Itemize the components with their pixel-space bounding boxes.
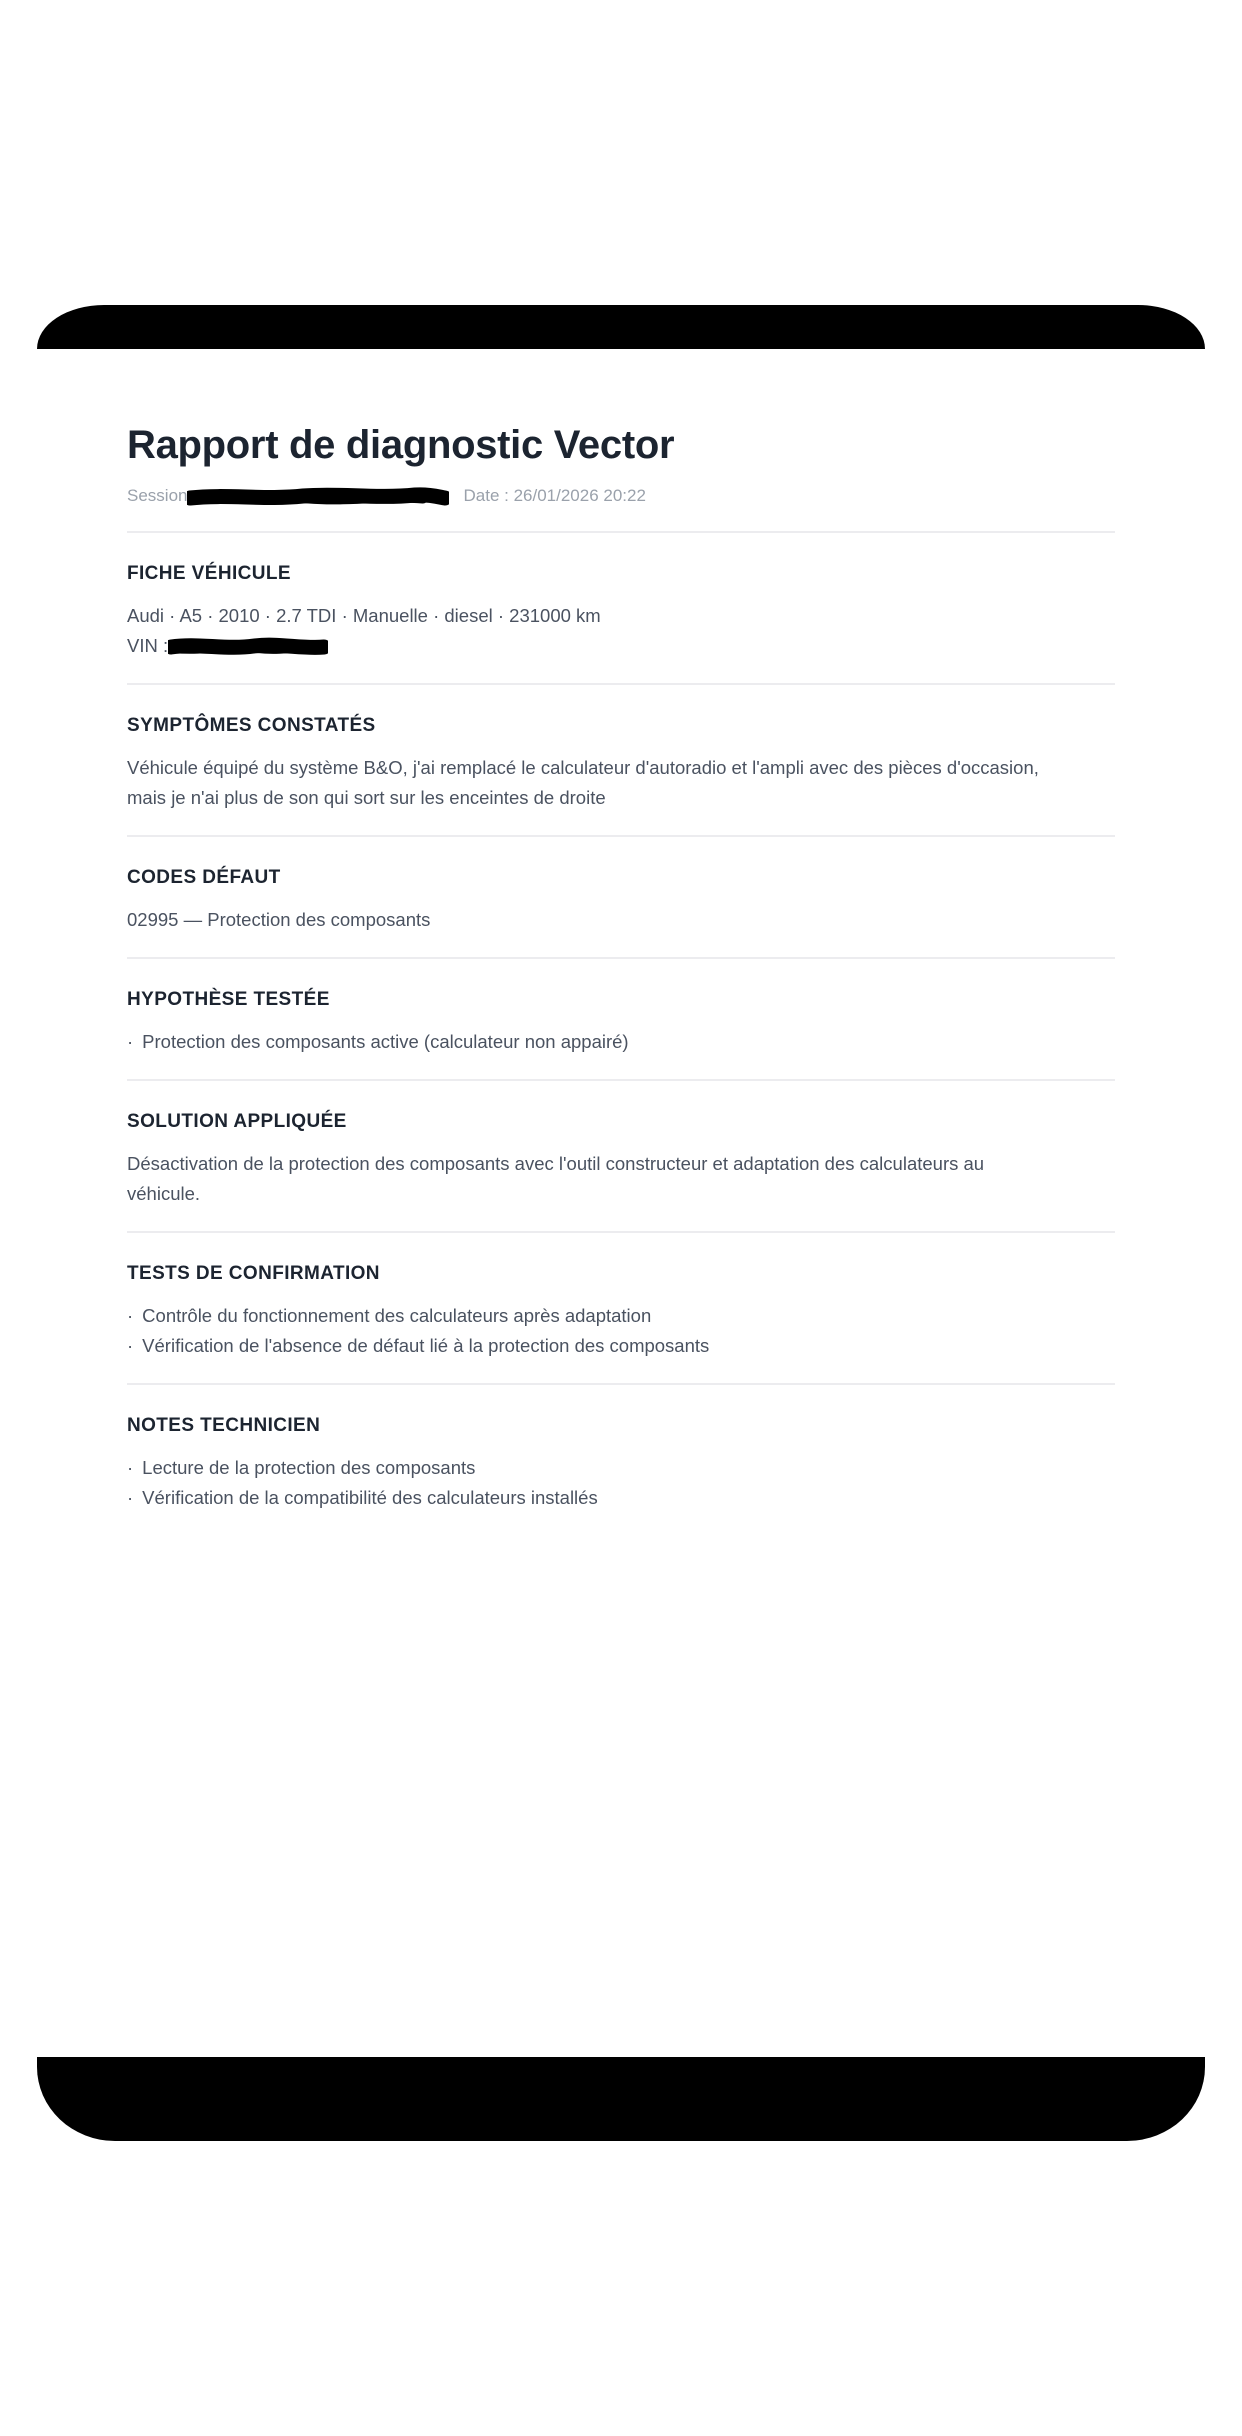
vehicle-spec-line: Audi · A5 · 2010 · 2.7 TDI · Manuelle · diesel · 231000 km <box>127 605 601 626</box>
section-heading: TESTS DE CONFIRMATION <box>127 1262 380 1284</box>
list-item-label: Vérification de la compatibilité des calculateurs installés <box>142 1486 598 1508</box>
section-tests-de-confirmation <box>127 1233 1115 1361</box>
section-codes-defaut <box>127 837 1115 935</box>
bullet-marker-icon: · <box>127 1030 134 1052</box>
list-item-label: Vérification de l'absence de défaut lié à la protection des composants <box>142 1334 710 1356</box>
page-title: Rapport de diagnostic Vector <box>127 423 675 467</box>
bullet-marker-icon: · <box>127 1486 134 1508</box>
section-symptomes-constates <box>127 685 1115 813</box>
section-heading: HYPOTHÈSE TESTÉE <box>127 988 330 1010</box>
section-heading: SOLUTION APPLIQUÉE <box>127 1110 347 1132</box>
symptoms-text: Véhicule équipé du système B&O, j'ai remplacé le calculateur d'autoradio et l'ampli avec des pièces d'occasion, mais je n'ai plus de son qui sort sur les enceintes de droite <box>127 756 1039 808</box>
list-item <box>127 1453 1115 1483</box>
bullet-marker-icon: · <box>127 1304 134 1326</box>
device-frame-bottom-bar <box>37 2057 1205 2141</box>
diagnostic-report-page <box>0 349 1242 2057</box>
section-heading: SYMPTÔMES CONSTATÉS <box>127 714 376 736</box>
session-id-redaction <box>187 485 449 507</box>
report-date: Date : 26/01/2026 20:22 <box>463 486 646 505</box>
section-hypothese-testee <box>127 959 1115 1057</box>
section-notes-technicien <box>127 1385 1115 1513</box>
list-item <box>127 1301 1115 1331</box>
section-heading: FICHE VÉHICULE <box>127 563 291 584</box>
section-heading: CODES DÉFAUT <box>127 866 281 888</box>
bullet-marker-icon: · <box>127 1334 134 1356</box>
fault-code-entry: 02995 — Protection des composants <box>127 908 431 930</box>
section-solution-appliquee <box>127 1081 1115 1209</box>
technician-notes-list <box>127 1453 1115 1513</box>
vin-redaction <box>168 635 328 657</box>
solution-text: Désactivation de la protection des composants avec l'outil constructeur et adaptation des calculateurs au véhicule. <box>127 1152 985 1204</box>
list-item <box>127 1483 1115 1513</box>
vin-label: VIN : <box>127 634 169 656</box>
bullet-marker-icon: · <box>127 1456 134 1478</box>
section-fiche-vehicule <box>127 533 1115 661</box>
session-meta-line <box>127 483 1115 509</box>
device-frame-top-bar <box>37 305 1205 349</box>
list-item-label: Protection des composants active (calculateur non appairé) <box>142 1030 629 1052</box>
hypothesis-list <box>127 1027 1115 1057</box>
session-label: Session <box>127 486 188 505</box>
confirmation-tests-list <box>127 1301 1115 1361</box>
list-item <box>127 1331 1115 1361</box>
list-item-label: Lecture de la protection des composants <box>142 1456 476 1478</box>
list-item <box>127 1027 1115 1057</box>
vin-line <box>127 631 1115 661</box>
section-heading: NOTES TECHNICIEN <box>127 1414 321 1436</box>
list-item-label: Contrôle du fonctionnement des calculateurs après adaptation <box>142 1304 652 1326</box>
